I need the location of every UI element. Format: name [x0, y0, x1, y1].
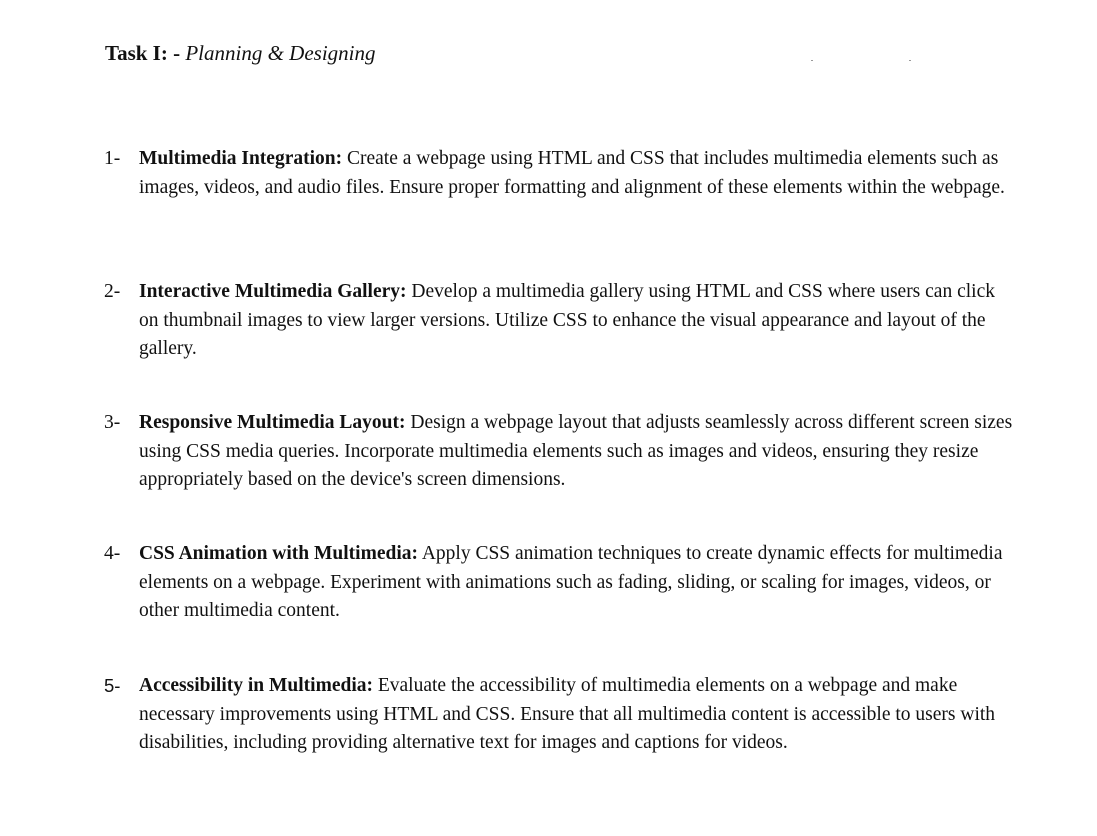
- task-item-heading: Multimedia Integration:: [139, 148, 343, 169]
- task-item-body: [139, 278, 1014, 364]
- task-item-heading: Interactive Multimedia Gallery:: [139, 281, 407, 302]
- task-title-prefix: Task I: -: [105, 41, 181, 65]
- task-item-number: 5-: [104, 675, 121, 696]
- task-item-body: [139, 409, 1014, 495]
- task-item: [104, 540, 1014, 626]
- task-item: [104, 145, 1014, 202]
- task-item-text: Develop a multimedia gallery using HTML and CSS where users can click on thumbnail images to view larger versions. Utilize CSS to enhance the visual appearance and layout of the gallery.: [139, 281, 995, 359]
- task-item-number: 2-: [104, 281, 121, 302]
- task-item: [104, 278, 1014, 364]
- task-item: [104, 409, 1014, 495]
- stray-mark: [909, 60, 911, 61]
- task-item-text: Evaluate the accessibility of multimedia elements on a webpage and make necessary improvements using HTML and CSS. Ensure that all multimedia content is accessible to users with disabilities, including providing alternative text for images and captions for videos.: [139, 675, 996, 753]
- task-item-body: [139, 145, 1014, 202]
- task-item-number: 4-: [104, 543, 121, 564]
- task-item-heading: Accessibility in Multimedia:: [139, 675, 373, 696]
- stray-mark: [811, 60, 813, 61]
- task-title-subtitle: Planning & Designing: [185, 41, 376, 65]
- task-item-text: Design a webpage layout that adjusts seamlessly across different screen sizes using CSS media queries. Incorporate multimedia elements such as images and videos, ensuring they resize appropriately based on the device's screen dimensions.: [139, 412, 1013, 490]
- task-item-text: Apply CSS animation techniques to create dynamic effects for multimedia elements on a webpage. Experiment with animations such as fading, sliding, or scaling for images, videos, or other multimedia content.: [139, 543, 1003, 621]
- task-item-number: 3-: [104, 412, 121, 433]
- task-item-heading: Responsive Multimedia Layout:: [139, 412, 406, 433]
- task-item-heading: CSS Animation with Multimedia:: [139, 543, 418, 564]
- task-item: [104, 672, 1014, 758]
- task-item-number: 1-: [104, 148, 121, 169]
- task-item-body: [139, 672, 1014, 758]
- stray-marks: [0, 52, 1097, 66]
- task-item-body: [139, 540, 1014, 626]
- task-item-text: Create a webpage using HTML and CSS that includes multimedia elements such as images, videos, and audio files. Ensure proper formatting and alignment of these elements within the webpage.: [139, 148, 1005, 198]
